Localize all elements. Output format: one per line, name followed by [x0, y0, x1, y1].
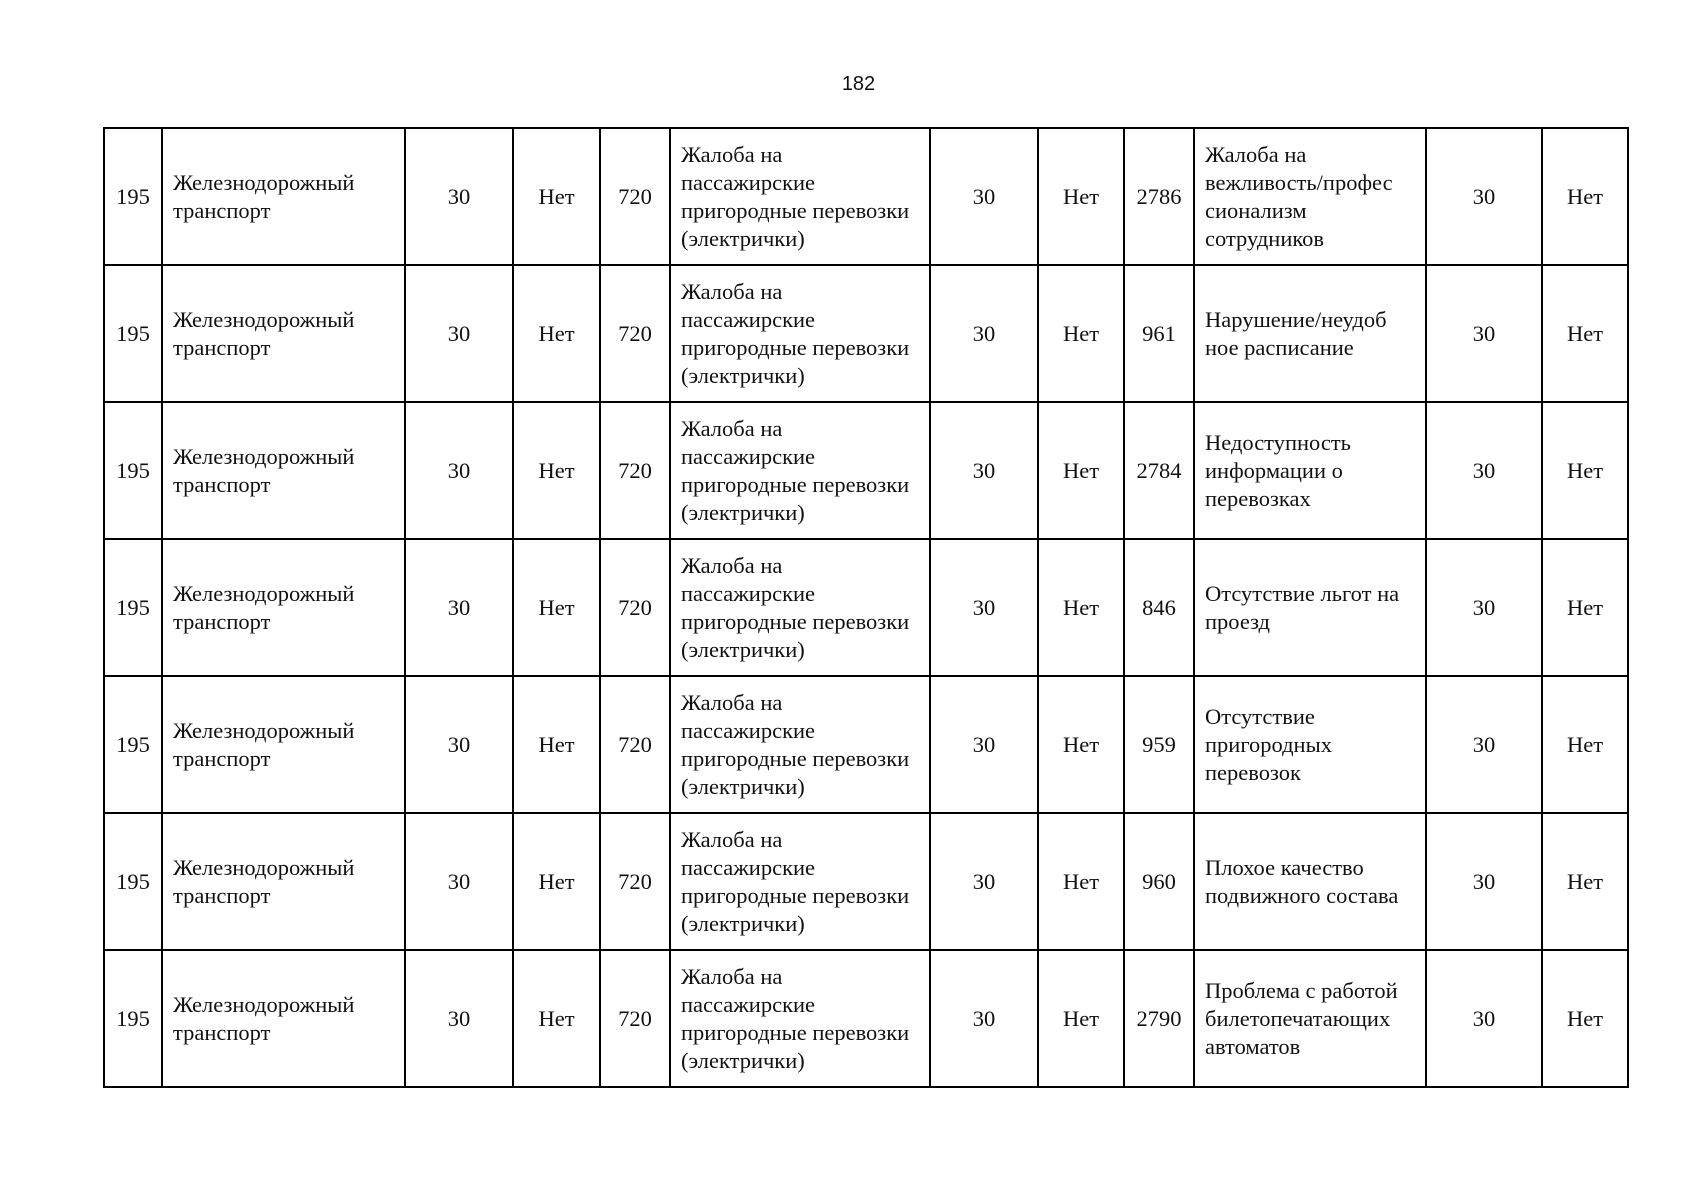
- code-cell: 195: [104, 402, 162, 539]
- days-cell: 30: [930, 265, 1038, 402]
- code-cell: 195: [104, 676, 162, 813]
- days-cell: 30: [930, 128, 1038, 265]
- topic-cell: Отсутствие пригородных перевозок: [1194, 676, 1426, 813]
- table-row: [104, 265, 1628, 402]
- days-cell: 30: [1426, 402, 1542, 539]
- days-cell: 30: [405, 128, 513, 265]
- table-row: [104, 128, 1628, 265]
- subcode-cell: 720: [600, 950, 670, 1087]
- flag-cell: Нет: [1542, 676, 1628, 813]
- table-body: [104, 128, 1628, 1087]
- category-cell: Железнодорожный транспорт: [162, 128, 405, 265]
- flag-cell: Нет: [1038, 813, 1124, 950]
- subcategory-cell: Жалоба на пассажирские пригородные перевозки (электрички): [670, 539, 930, 676]
- code-cell: 195: [104, 539, 162, 676]
- table-row: [104, 813, 1628, 950]
- flag-cell: Нет: [513, 813, 600, 950]
- days-cell: 30: [1426, 813, 1542, 950]
- topic-code-cell: 959: [1124, 676, 1194, 813]
- subcategory-cell: Жалоба на пассажирские пригородные перевозки (электрички): [670, 813, 930, 950]
- days-cell: 30: [930, 950, 1038, 1087]
- topic-cell: Отсутствие льгот на проезд: [1194, 539, 1426, 676]
- flag-cell: Нет: [1038, 128, 1124, 265]
- code-cell: 195: [104, 813, 162, 950]
- flag-cell: Нет: [1038, 950, 1124, 1087]
- table-row: [104, 539, 1628, 676]
- flag-cell: Нет: [1542, 539, 1628, 676]
- days-cell: 30: [1426, 539, 1542, 676]
- flag-cell: Нет: [1542, 950, 1628, 1087]
- flag-cell: Нет: [1038, 539, 1124, 676]
- flag-cell: Нет: [1038, 265, 1124, 402]
- flag-cell: Нет: [1542, 128, 1628, 265]
- days-cell: 30: [405, 539, 513, 676]
- days-cell: 30: [405, 402, 513, 539]
- subcategory-cell: Жалоба на пассажирские пригородные перевозки (электрички): [670, 128, 930, 265]
- flag-cell: Нет: [1542, 402, 1628, 539]
- flag-cell: Нет: [513, 539, 600, 676]
- topic-cell: Недоступность информации о перевозках: [1194, 402, 1426, 539]
- days-cell: 30: [930, 813, 1038, 950]
- topic-cell: Нарушение/неудоб ное расписание: [1194, 265, 1426, 402]
- topic-code-cell: 846: [1124, 539, 1194, 676]
- topic-code-cell: 961: [1124, 265, 1194, 402]
- flag-cell: Нет: [513, 402, 600, 539]
- category-cell: Железнодорожный транспорт: [162, 950, 405, 1087]
- category-cell: Железнодорожный транспорт: [162, 402, 405, 539]
- flag-cell: Нет: [1542, 813, 1628, 950]
- category-cell: Железнодорожный транспорт: [162, 265, 405, 402]
- table-row: [104, 950, 1628, 1087]
- category-cell: Железнодорожный транспорт: [162, 676, 405, 813]
- topic-cell: Проблема с работой билетопечатающих автоматов: [1194, 950, 1426, 1087]
- topic-code-cell: 2790: [1124, 950, 1194, 1087]
- topic-code-cell: 960: [1124, 813, 1194, 950]
- subcode-cell: 720: [600, 128, 670, 265]
- table-row: [104, 676, 1628, 813]
- flag-cell: Нет: [513, 128, 600, 265]
- classifier-table: [103, 127, 1629, 1088]
- days-cell: 30: [930, 402, 1038, 539]
- flag-cell: Нет: [513, 676, 600, 813]
- topic-cell: Плохое качество подвижного состава: [1194, 813, 1426, 950]
- subcode-cell: 720: [600, 676, 670, 813]
- days-cell: 30: [405, 265, 513, 402]
- code-cell: 195: [104, 265, 162, 402]
- days-cell: 30: [1426, 128, 1542, 265]
- flag-cell: Нет: [513, 950, 600, 1087]
- subcategory-cell: Жалоба на пассажирские пригородные перевозки (электрички): [670, 402, 930, 539]
- code-cell: 195: [104, 128, 162, 265]
- topic-code-cell: 2784: [1124, 402, 1194, 539]
- category-cell: Железнодорожный транспорт: [162, 539, 405, 676]
- topic-cell: Жалоба на вежливость/профес сионализм сотрудников: [1194, 128, 1426, 265]
- subcategory-cell: Жалоба на пассажирские пригородные перевозки (электрички): [670, 676, 930, 813]
- code-cell: 195: [104, 950, 162, 1087]
- days-cell: 30: [405, 950, 513, 1087]
- subcategory-cell: Жалоба на пассажирские пригородные перевозки (электрички): [670, 950, 930, 1087]
- flag-cell: Нет: [1038, 402, 1124, 539]
- category-cell: Железнодорожный транспорт: [162, 813, 405, 950]
- days-cell: 30: [930, 676, 1038, 813]
- days-cell: 30: [405, 676, 513, 813]
- page-number: 182: [841, 73, 876, 95]
- flag-cell: Нет: [1038, 676, 1124, 813]
- days-cell: 30: [930, 539, 1038, 676]
- subcode-cell: 720: [600, 813, 670, 950]
- days-cell: 30: [405, 813, 513, 950]
- subcode-cell: 720: [600, 539, 670, 676]
- subcategory-cell: Жалоба на пассажирские пригородные перевозки (электрички): [670, 265, 930, 402]
- subcode-cell: 720: [600, 265, 670, 402]
- subcode-cell: 720: [600, 402, 670, 539]
- table-row: [104, 402, 1628, 539]
- flag-cell: Нет: [513, 265, 600, 402]
- days-cell: 30: [1426, 950, 1542, 1087]
- flag-cell: Нет: [1542, 265, 1628, 402]
- days-cell: 30: [1426, 676, 1542, 813]
- days-cell: 30: [1426, 265, 1542, 402]
- topic-code-cell: 2786: [1124, 128, 1194, 265]
